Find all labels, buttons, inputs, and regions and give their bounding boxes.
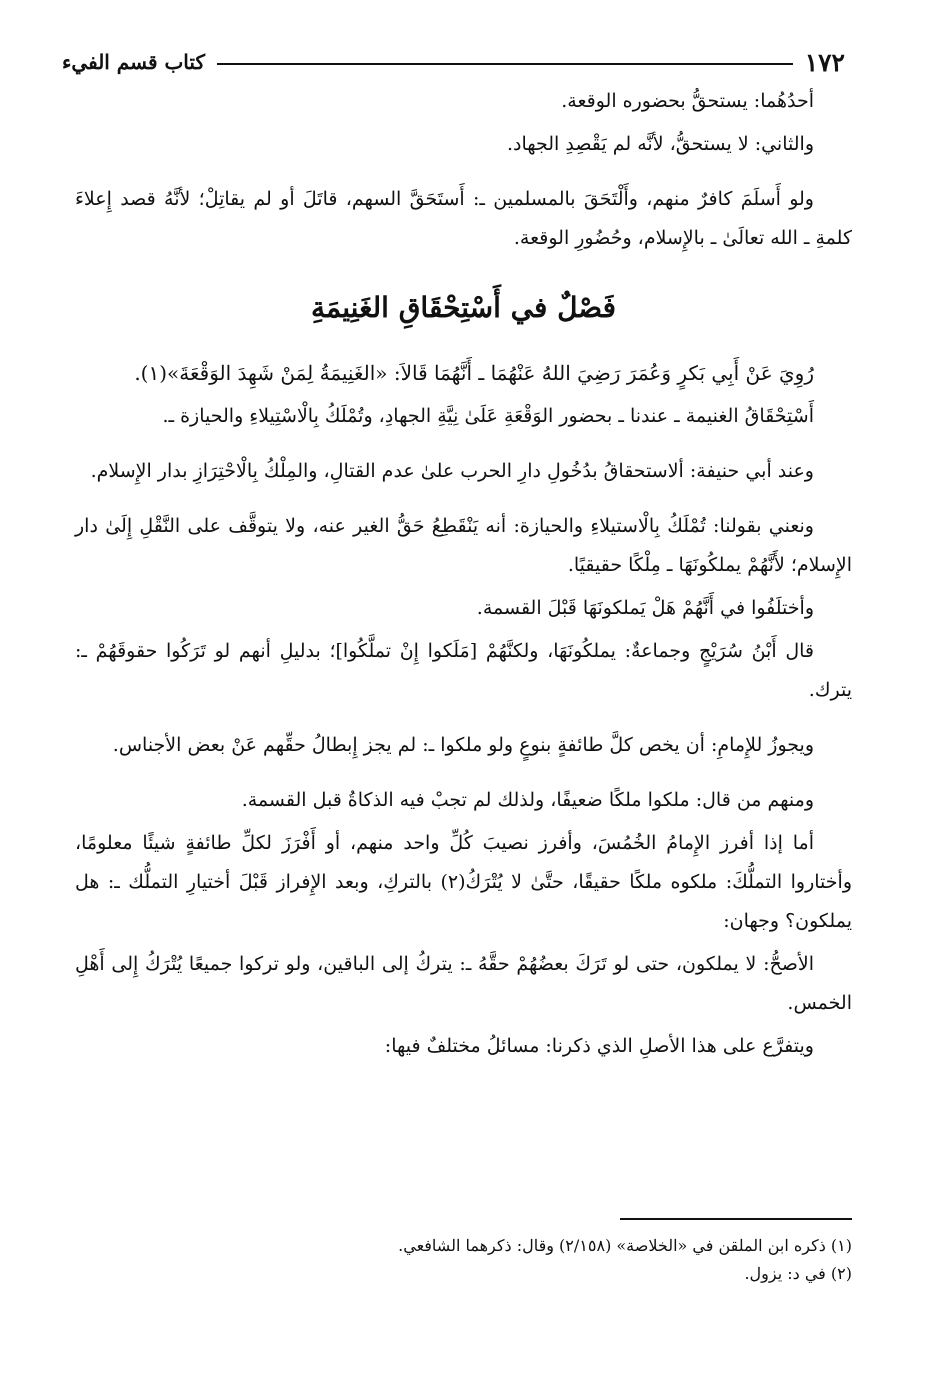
paragraph: ولو أَسلَمَ كافرٌ منهم، وأَلْتَحَقَ بالمسلمين ـ: أَستَحَقَّ السهم، قاتَلَ أو لم يقاتِلْ؛ لأنَّهُ قصد إِعلاءَ كلمةِ ـ الله تعالَىٰ ـ بالإِسلام، وحُضُورِ الوقعة. xyxy=(75,188,852,249)
footnote-rule xyxy=(620,1218,852,1220)
paragraph: وأختلَفُوا في أَنَّهُمْ هَلْ يَملكونَهَا قَبْلَ القسمة. xyxy=(476,597,814,619)
footnote-1: (١) ذكره ابن الملقن في «الخلاصة» (٢/١٥٨) وقال: ذكرهما الشافعي. xyxy=(398,1236,852,1255)
paragraph: الأصحُّ: لا يملكون، حتى لو تَرَكَ بعضُهُمْ حقَّهُ ـ: يتركُ إلى الباقين، ولو تركوا جميعًا يُتْرَكُ إِلى أَهْلِ الخمس. xyxy=(75,953,852,1014)
footnotes xyxy=(300,1232,852,1288)
hadith-quote: رُوِيَ عَنْ أَبِي بَكرٍ وَعُمَرَ رَضِيَ اللهُ عَنْهُمَا ـ أَنَّهُمَا قَالاَ: «الغَنِيمَةُ لِمَنْ شَهِدَ الوَقْعَةَ»(١). xyxy=(134,361,814,385)
section-heading: فَصْلٌ في أَسْتِحْقَاقِ الغَنِيمَةِ xyxy=(311,291,616,324)
main-text xyxy=(75,82,852,1070)
paragraph: أحدُهُما: يستحقُّ بحضوره الوقعة. xyxy=(561,90,814,112)
paragraph: ونعني بقولنا: تُمْلَكُ بِالْاستيلاءِ والحيازة: أنه يَنْقَطِعُ حَقُّ الغير عنه، ولا يتوقَّف على النَّقْلِ إِلَىٰ دار الإِسلام؛ لأَنَّهُمْ يملكُونَهَا ـ مِلْكًا حقيقيًا. xyxy=(75,515,852,576)
paragraph: وعند أبي حنيفة: ألاستحقاقُ بدُخُولِ دارِ الحرب علىٰ عدم القتالِ، والمِلْكُ بِالْاحْتِرَازِ بدار الإِسلام. xyxy=(90,460,814,482)
paragraph: قال أَبْنُ سُرَيْجٍ وجماعةٌ: يملكُونَهَا، ولكنَّهُمْ [مَلَكوا إِنْ تملَّكُوا]؛ بدليلِ أنهم لو تَرَكُوا حقوقَهُمْ ـ: يترك. xyxy=(75,640,852,701)
paragraph: ويتفرَّع على هذا الأصلِ الذي ذكرنا: مسائلُ مختلفٌ فيها: xyxy=(384,1035,814,1057)
header-rule xyxy=(217,63,793,65)
paragraph: والثاني: لا يستحقُّ، لأنَّه لم يَقْصِدِ الجهاد. xyxy=(506,133,814,155)
paragraph: ويجوزُ للإِمامِ: أن يخص كلَّ طائفةٍ بنوعٍ ولو ملكوا ـ: لم يجز إِبطالُ حقِّهم عَنْ بعض الأجناس. xyxy=(112,734,814,756)
paragraph: أَسْتِحْقَاقُ الغنيمة ـ عندنا ـ بحضور الوَقْعَةِ عَلَىٰ نِيَّةِ الجهادِ، وتُمْلَكُ بِالْاسْتِيلاءِ والحيازة ـ. xyxy=(162,405,814,427)
page-header xyxy=(62,42,845,82)
paragraph: ومنهم من قال: ملكوا ملكًا ضعيفًا، ولذلك لم تجبْ فيه الذكاةُ قبل القسمة. xyxy=(241,789,814,811)
page-number: ١٧٢ xyxy=(804,47,845,77)
footnote-2: (٢) في د: يزول. xyxy=(744,1264,852,1283)
running-title: كتاب قسم الفيء xyxy=(62,50,205,74)
paragraph: أما إذا أفرز الإِمامُ الخُمُسَ، وأفرز نصيبَ كُلِّ واحد منهم، أو أَفْرَزَ لكلِّ طائفةٍ شيئًا معلومًا، وأختاروا التملُّكَ: ملكوه ملكًا حقيقًا، حتَّىٰ لا يُتْرَكُ(٢) بالتركِ، وبعد الإِفراز قَبْلَ أختيارِ التملُّك ـ: هل يملكون؟ وجهان: xyxy=(75,832,852,932)
